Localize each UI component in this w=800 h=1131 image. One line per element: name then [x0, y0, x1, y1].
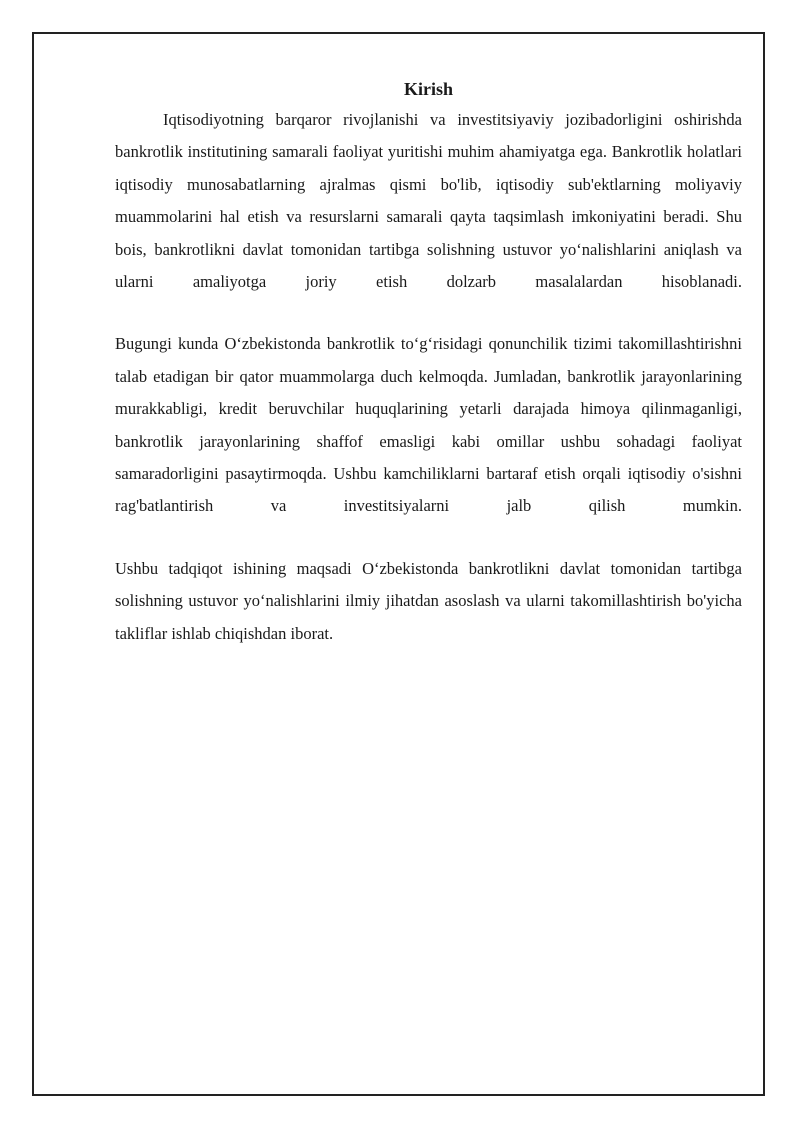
- paragraph-goal: Ushbu tadqiqot ishining maqsadi O‘zbekistonda bankrotlikni davlat tomonidan tartibga solishning ustuvor yo‘nalishlarini ilmiy jihatdan asoslash va ularni takomillashtirish bo'yicha takliflar ishlab chiqishdan iborat.: [115, 558, 742, 643]
- page-title: Kirish: [403, 79, 453, 99]
- paragraph-spacer: [115, 298, 742, 328]
- paragraph-spacer: [115, 523, 742, 553]
- document-body: [115, 74, 742, 650]
- paragraph-intro: Iqtisodiyotning barqaror rivojlanishi va investitsiyaviy jozibadorligini oshirishda bankrotlik institutining samarali faoliyat yuritishi muhim ahamiyatga ega. Bankrotlik holatlari iqtisodiy munosabatlarning ajralmas qismi bo'lib, iqtisodiy sub'ektlarning moliyaviy muammolarini hal etish va resurslarni samarali qayta taqsimlash imkoniyatini beradi. Shu bois, bankrotlikni davlat tomonidan tartibga solishning ustuvor yo‘nalishlarini aniqlash va ularni amaliyotga joriy etish dolzarb masalalardan hisoblanadi.: [115, 110, 742, 292]
- paragraph-problems: Bugungi kunda O‘zbekistonda bankrotlik to‘g‘risidagi qonunchilik tizimi takomillashtirishni talab etadigan bir qator muammolarga duch kelmoqda. Jumladan, bankrotlik jarayonlarining murakkabligi, kredit beruvchilar huquqlarining yetarli darajada himoya qilinmaganligi, bankrotlik jarayonlarining shaffof emasligi kabi omillar ushbu sohadagi faoliyat samaradorligini pasaytirmoqda. Ushbu kamchiliklarni bartaraf etish orqali iqtisodiy o'sishni rag'batlantirish va investitsiyalarni jalb qilish mumkin.: [115, 334, 742, 516]
